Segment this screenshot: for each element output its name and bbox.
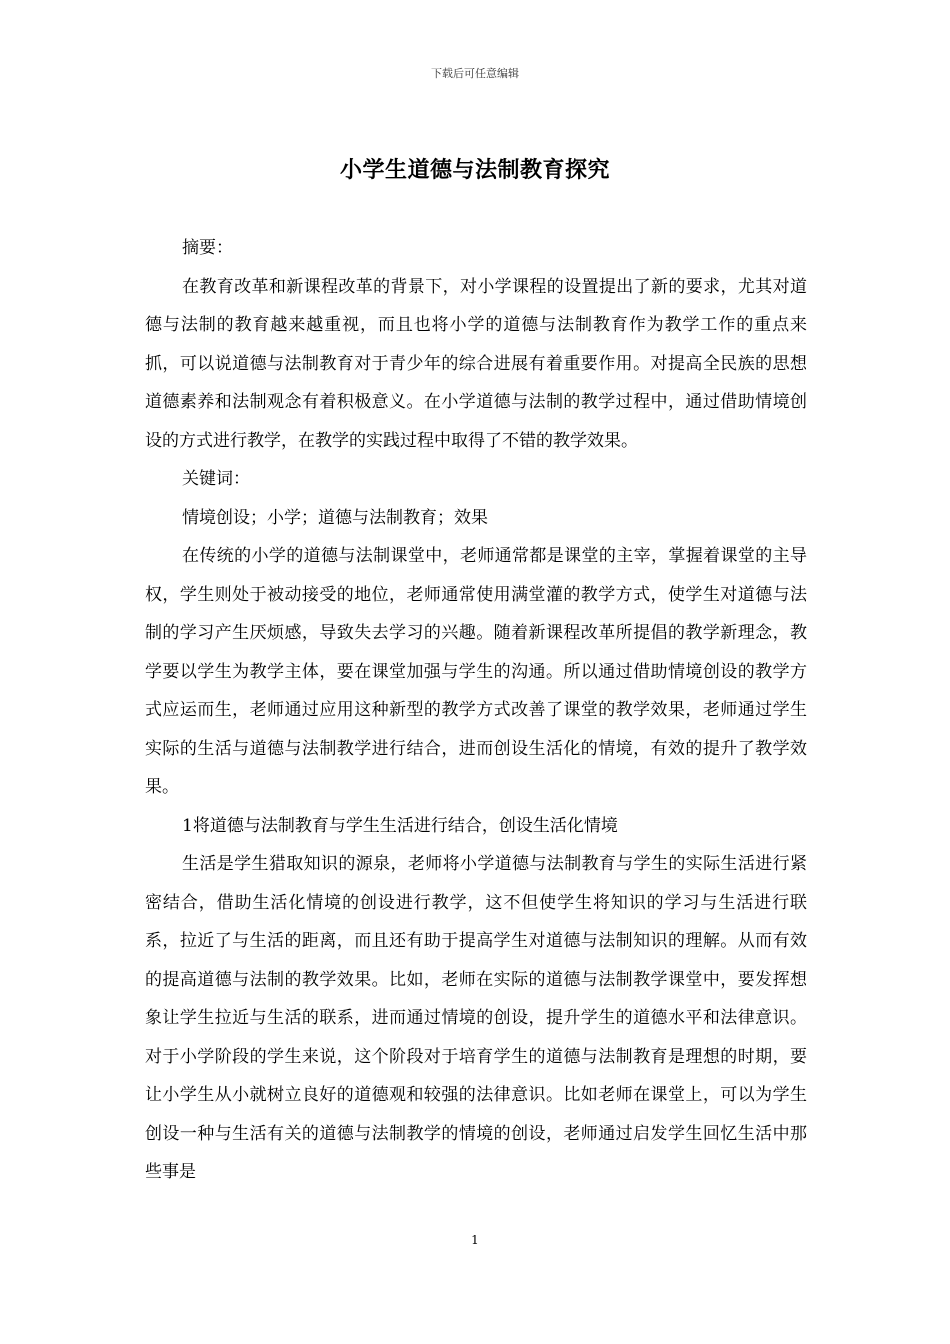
page-number: 1 [471,1233,479,1247]
keywords-list: 情境创设；小学；道德与法制教育；效果 [182,507,488,528]
section-1-heading: 1将道德与法制教育与学生生活进行结合，创设生活化情境 [182,815,618,836]
abstract-paragraph: 在教育改革和新课程改革的背景下，对小学课程的设置提出了新的要求，尤其对道德与法制的教育越来越重视，而且也将小学的道德与法制教育作为教学工作的重点来抓，可以说道德与法制教育对于青少年的综合进展有着重要作用。对提高全民族的思想道德素养和法制观念有着积极意义。在小学道德与法制的教学过程中，通过借助情境创设的方式进行教学，在教学的实践过程中取得了不错的教学效果。 [145,276,807,451]
document-title: 小学生道德与法制教育探究 [339,157,610,183]
document-body [145,229,807,1192]
intro-paragraph: 在传统的小学的道德与法制课堂中，老师通常都是课堂的主宰，掌握着课堂的主导权，学生则处于被动接受的地位，老师通常使用满堂灌的教学方式，使学生对道德与法制的学习产生厌烦感，导致失去学习的兴趣。随着新课程改革所提倡的教学新理念，教学要以学生为教学主体，要在课堂加强与学生的沟通。所以通过借助情境创设的教学方式应运而生，老师通过应用这种新型的教学方式改善了课堂的教学效果，老师通过学生实际的生活与道德与法制教学进行结合，进而创设生活化的情境，有效的提升了教学效果。 [145,546,807,797]
header-note: 下载后可任意编辑 [431,67,519,80]
keywords-heading: 关键词： [182,469,250,489]
section-1-paragraph: 生活是学生猎取知识的源泉，老师将小学道德与法制教育与学生的实际生活进行紧密结合，借助生活化情境的创设进行教学，这不但使学生将知识的学习与生活进行联系，拉近了与生活的距离，而且还有助于提高学生对道德与法制知识的理解。从而有效的提高道德与法制的教学效果。比如，老师在实际的道德与法制教学课堂中，要发挥想象让学生拉近与生活的联系，进而通过情境的创设，提升学生的道德水平和法律意识。对于小学阶段的学生来说，这个阶段对于培育学生的道德与法制教育是理想的时期，要让小学生从小就树立良好的道德观和较强的法律意识。比如老师在课堂上，可以为学生创设一种与生活有关的道德与法制教学的情境的创设，老师通过启发学生回忆生活中那些事是 [145,854,807,1182]
abstract-heading: 摘要： [182,238,233,258]
